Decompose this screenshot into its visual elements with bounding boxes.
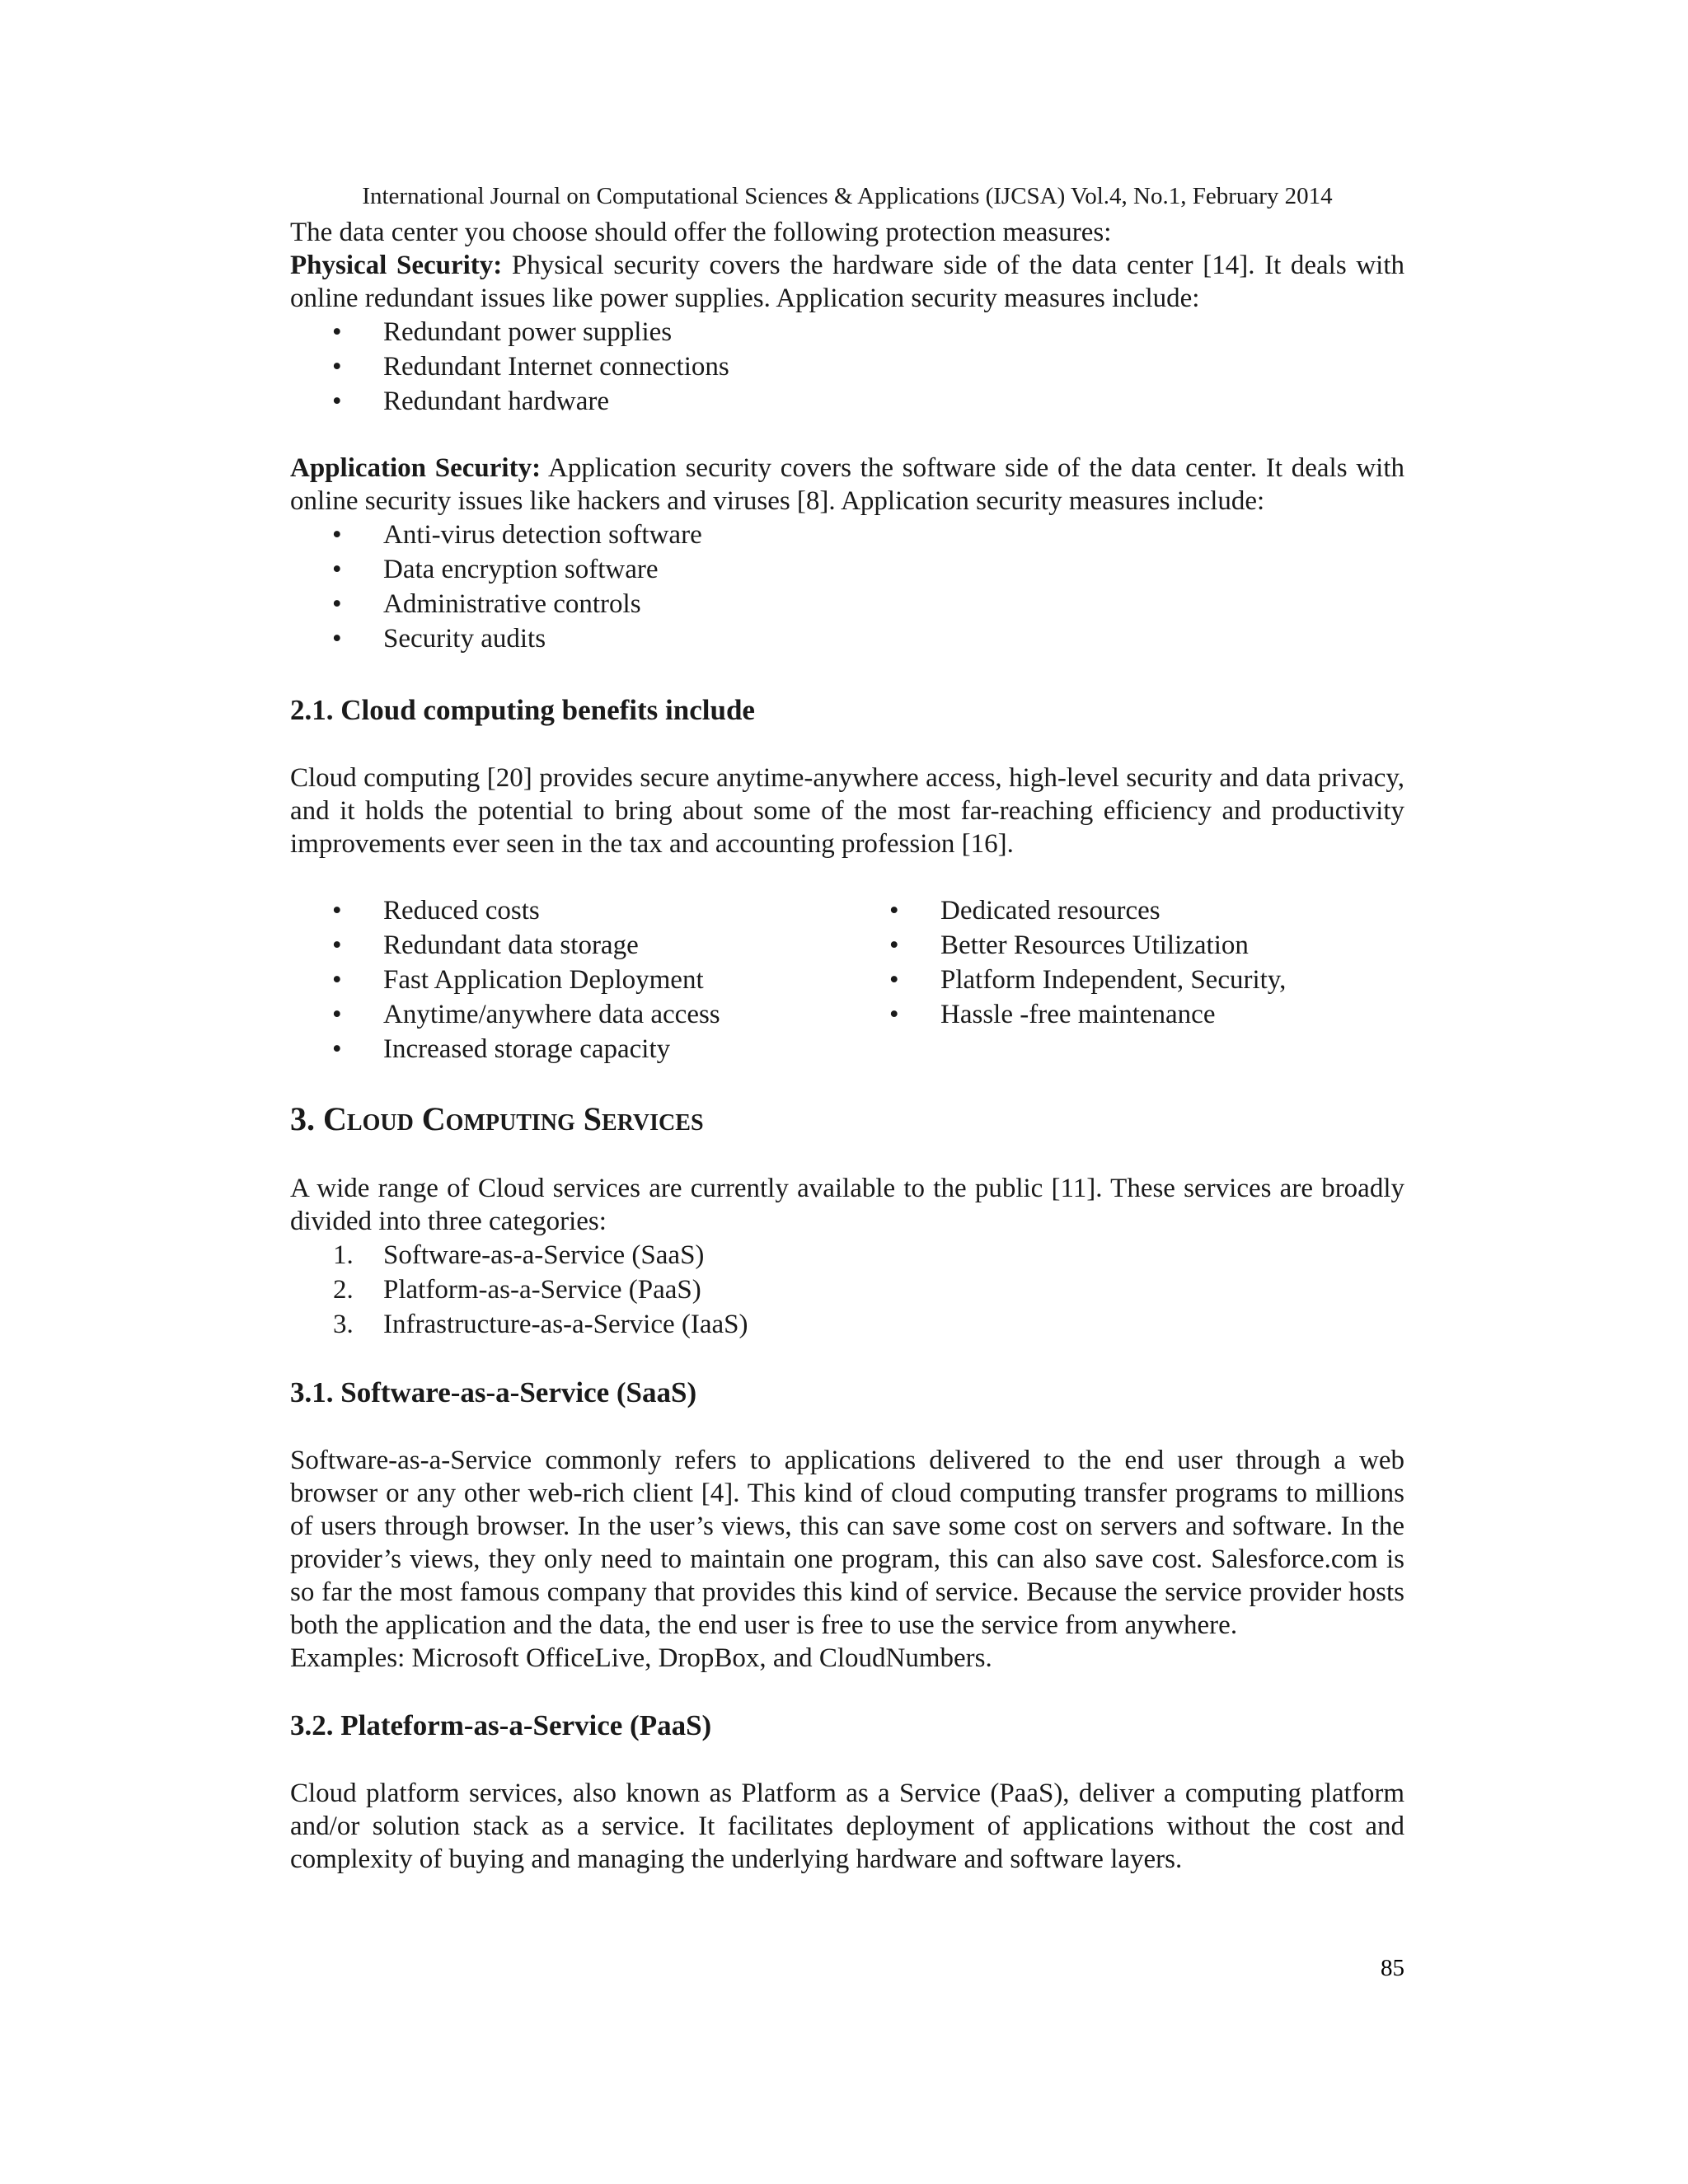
section-3-2-heading: 3.2. Plateform-as-a-Service (PaaS) [290,1709,712,1741]
benefits-left-column [290,893,847,1066]
list-number: 2. [333,1275,354,1305]
application-security-label: Application Security: [290,453,542,483]
list-item: • Increased storage capacity [290,1032,847,1066]
list-item [290,1238,1404,1272]
spacer [290,1066,1404,1099]
running-head: International Journal on Computational Sciences & Applications (IJCSA) Vol.4, No.1, February 2014 [362,183,1333,209]
section-3-1-examples: Examples: Microsoft OfficeLive, DropBox, and CloudNumbers. [290,1643,992,1673]
list-item: • Anti-virus detection software [290,518,1404,552]
list-number: 1. [333,1240,354,1270]
list-item: • Dedicated resources [847,893,1404,928]
section-3-2-paragraph: Cloud platform services, also known as Platform as a Service (PaaS), deliver a computing platform and/or solution stack as a service. It facilitates deployment of applications without the cost and complexity of buying and managing the underlying hardware and software layers. [290,1779,1404,1874]
list-item: • Redundant data storage [290,928,847,963]
list-item: • Security audits [290,621,1404,656]
physical-security-text: Physical security covers the hardware side of the data center [14]. It deals with online redundant issues like power supplies. Application security measures include: [290,251,1404,313]
section-3-1-paragraph: Software-as-a-Service commonly refers to applications delivered to the end user through a web browser or any other web-rich client [4]. This kind of cloud computing transfer programs to millions of users through browser. In the user’s views, this can save some cost on servers and software. In the provider’s views, they only need to maintain one program, this can also save cost. Salesforce.com is so far the most famous company that provides this kind of service. Because the service provider hosts both the application and the data, the end user is free to use the service from anywhere. [290,1446,1404,1640]
list-label: Software-as-a-Service (SaaS) [383,1240,705,1270]
list-item: • Redundant hardware [290,384,1404,419]
list-label: Infrastructure-as-a-Service (IaaS) [383,1310,748,1339]
physical-security-label: Physical Security: [290,251,503,280]
list-item [290,1307,1404,1342]
benefits-right-column [847,893,1404,1066]
spacer [290,1139,1404,1172]
list-item: • Data encryption software [290,552,1404,587]
intro-text: The data center you choose should offer the following protection measures: [290,218,1112,247]
physical-security-paragraph [290,249,1404,315]
spacer [290,656,1404,692]
services-list [290,1238,1404,1342]
section-3-heading: 3. Cloud Computing Services [290,1100,704,1137]
list-item: • Better Resources Utilization [847,928,1404,963]
physical-security-list [290,315,1404,419]
application-security-paragraph [290,452,1404,518]
list-item: • Hassle -free maintenance [847,997,1404,1032]
spacer [290,860,1404,893]
list-item: • Redundant Internet connections [290,349,1404,384]
spacer [290,1411,1404,1444]
spacer [290,1744,1404,1777]
list-item [290,1272,1404,1307]
page-number: 85 [1381,1955,1404,1981]
spacer [290,419,1404,452]
list-number: 3. [333,1310,354,1339]
section-2-1-heading: 2.1. Cloud computing benefits include [290,694,755,726]
list-item: • Platform Independent, Security, [847,963,1404,997]
section-3-paragraph: A wide range of Cloud services are currently available to the public [11]. These services are broadly divided into three categories: [290,1174,1404,1236]
section-3-1-heading: 3.1. Software-as-a-Service (SaaS) [290,1376,697,1408]
list-item: • Redundant power supplies [290,315,1404,349]
benefits-list [290,893,1404,1066]
list-item: • Administrative controls [290,587,1404,621]
list-item: • Anytime/anywhere data access [290,997,847,1032]
spacer [290,1342,1404,1375]
list-item: • Fast Application Deployment [290,963,847,997]
application-security-text: Application security covers the software side of the data center. It deals with online security issues like hackers and viruses [8]. Application security measures include: [290,453,1404,516]
spacer [290,1675,1404,1708]
list-item: • Reduced costs [290,893,847,928]
list-label: Platform-as-a-Service (PaaS) [383,1275,701,1305]
application-security-list [290,518,1404,656]
spacer [290,729,1404,762]
paper-page [290,180,1404,1876]
section-2-1-paragraph: Cloud computing [20] provides secure anytime-anywhere access, high-level security and data privacy, and it holds the potential to bring about some of the most far-reaching efficiency and productivity improvements ever seen in the tax and accounting profession [16]. [290,763,1404,859]
